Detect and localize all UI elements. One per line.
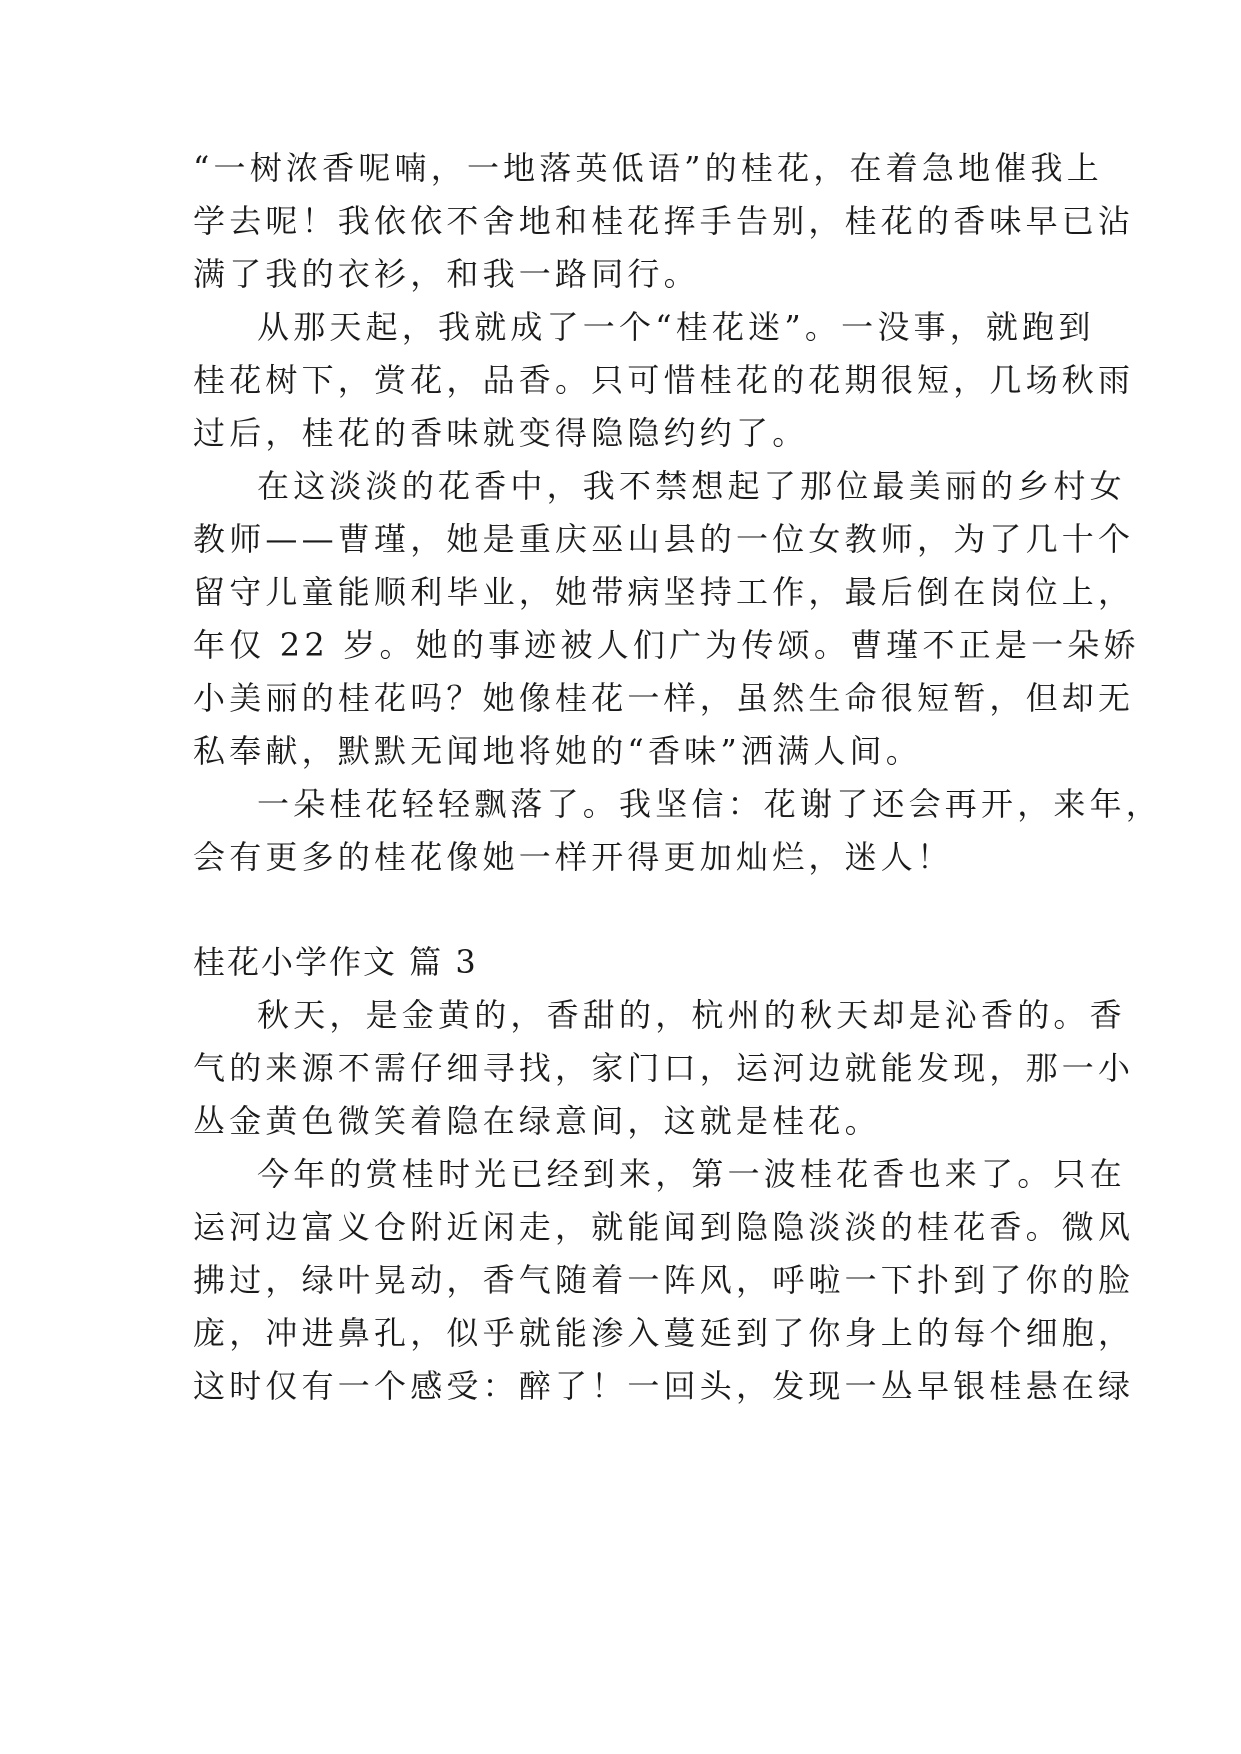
text-line: 一朵桂花轻轻飘落了。我坚信：花谢了还会再开，来年， [257, 785, 1163, 823]
section-heading: 桂花小学作文 篇 3 [193, 943, 478, 981]
text-line: 过后，桂花的香味就变得隐隐约约了。 [193, 414, 809, 452]
text-line: 在这淡淡的花香中，我不禁想起了那位最美丽的乡村女 [257, 467, 1126, 505]
text-line: 小美丽的桂花吗？她像桂花一样，虽然生命很短暂，但却无 [193, 679, 1135, 717]
text-line: 学去呢！我依依不舍地和桂花挥手告别，桂花的香味早已沾 [193, 202, 1135, 240]
text-line: 私奉献，默默无闻地将她的“香味”洒满人间。 [193, 732, 922, 770]
text-line: “一树浓香呢喃，一地落英低语”的桂花，在着急地催我上 [193, 149, 1103, 187]
text-line: 桂花树下，赏花，品香。只可惜桂花的花期很短，几场秋雨 [193, 361, 1135, 399]
text-line: 这时仅有一个感受：醉了！一回头，发现一丛早银桂悬在绿 [193, 1367, 1135, 1405]
text-line: 从那天起，我就成了一个“桂花迷”。一没事，就跑到 [257, 308, 1095, 346]
text-line: 教师——曹瑾，她是重庆巫山县的一位女教师，为了几十个 [193, 520, 1135, 558]
text-line: 留守儿童能顺利毕业，她带病坚持工作，最后倒在岗位上， [193, 573, 1135, 611]
text-line: 丛金黄色微笑着隐在绿意间，这就是桂花。 [193, 1102, 881, 1140]
text-line: 拂过，绿叶晃动，香气随着一阵风，呼啦一下扑到了你的脸 [193, 1261, 1135, 1299]
text-line: 年仅 22 岁。她的事迹被人们广为传颂。曹瑾不正是一朵娇 [193, 626, 1140, 664]
text-line: 运河边富义仓附近闲走，就能闻到隐隐淡淡的桂花香。微风 [193, 1208, 1135, 1246]
text-line: 会有更多的桂花像她一样开得更加灿烂，迷人！ [193, 838, 954, 876]
text-line: 气的来源不需仔细寻找，家门口，运河边就能发现，那一小 [193, 1049, 1135, 1087]
text-line: 庞，冲进鼻孔，似乎就能渗入蔓延到了你身上的每个细胞， [193, 1314, 1135, 1352]
text-line: 今年的赏桂时光已经到来，第一波桂花香也来了。只在 [257, 1155, 1126, 1193]
text-line: 秋天，是金黄的，香甜的，杭州的秋天却是沁香的。香 [257, 996, 1126, 1034]
text-line: 满了我的衣衫，和我一路同行。 [193, 255, 700, 293]
